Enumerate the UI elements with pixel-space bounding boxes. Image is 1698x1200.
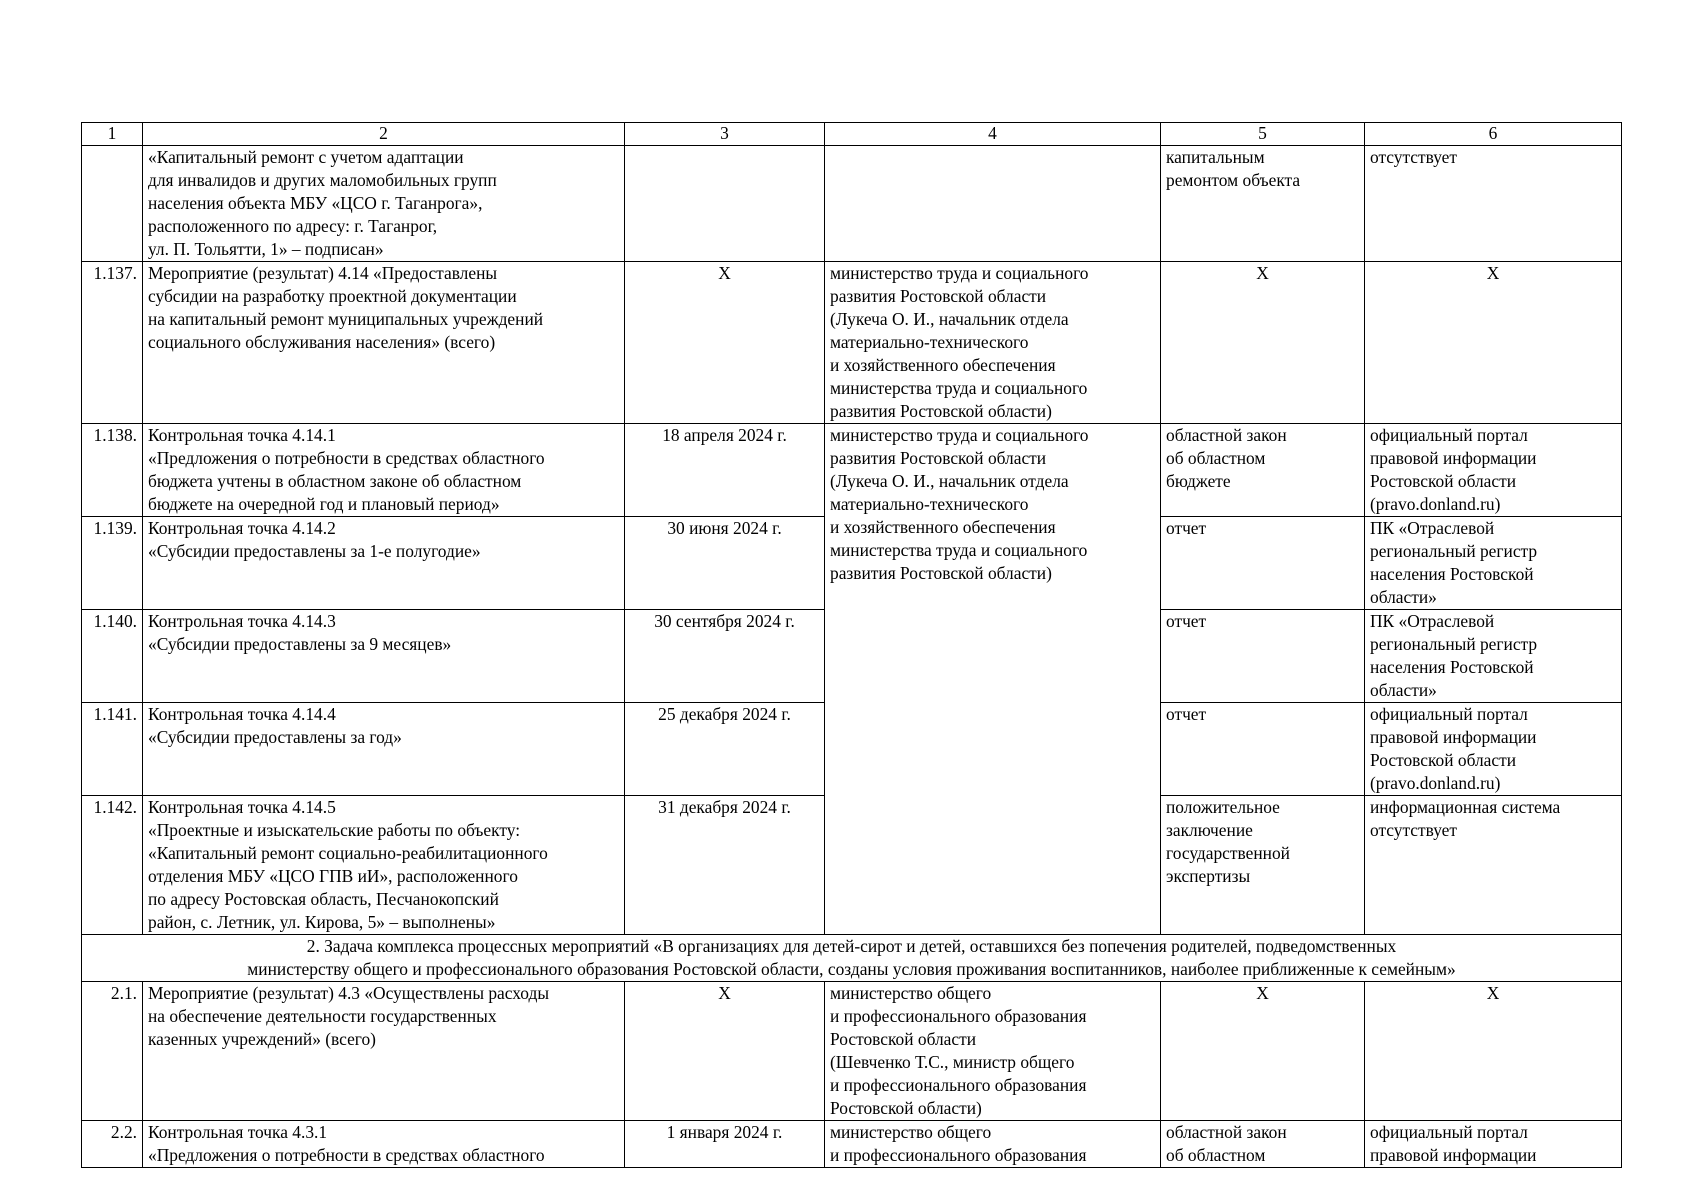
cell-line: материально-технического bbox=[830, 332, 1029, 352]
cell-line: субсидии на разработку проектной документации bbox=[148, 286, 517, 306]
cell-line: (pravo.donland.ru) bbox=[1370, 494, 1501, 514]
cell-line: об областном bbox=[1166, 1145, 1266, 1165]
plan-table bbox=[81, 122, 1622, 1168]
cell-line: Контрольная точка 4.14.3 bbox=[148, 611, 336, 631]
row-number: 1.141. bbox=[82, 703, 143, 796]
cell-line: Ростовской области bbox=[830, 1029, 977, 1049]
cell-line: отделения МБУ «ЦСО ГПВ иИ», расположенного bbox=[148, 866, 518, 886]
document-type bbox=[1161, 982, 1365, 1121]
information-system bbox=[1365, 146, 1622, 262]
cell-line: Ростовской области) bbox=[830, 1098, 982, 1118]
information-system bbox=[1365, 796, 1622, 935]
information-system bbox=[1365, 703, 1622, 796]
cell-line: Контрольная точка 4.14.1 bbox=[148, 425, 336, 445]
cell-line: «Субсидии предоставлены за 9 месяцев» bbox=[148, 634, 452, 654]
item-name bbox=[143, 1121, 625, 1168]
cell-line: отсутствует bbox=[1370, 820, 1457, 840]
cell-line: Контрольная точка 4.14.2 bbox=[148, 518, 336, 538]
cell-line: положительное bbox=[1166, 797, 1280, 817]
information-system bbox=[1365, 424, 1622, 517]
row-number: 1.139. bbox=[82, 517, 143, 610]
document-type bbox=[1161, 424, 1365, 517]
cell-line: Мероприятие (результат) 4.3 «Осуществлены расходы bbox=[148, 983, 550, 1003]
cell-line: бюджете на очередной год и плановый период» bbox=[148, 494, 500, 514]
cell-line: министерству общего и профессионального образования Ростовской области, созданы условия проживания воспитанников, наиболее приближенные к семейным» bbox=[247, 959, 1456, 979]
cell-line: официальный портал bbox=[1370, 704, 1528, 724]
cell-line: отчет bbox=[1166, 704, 1207, 724]
deadline: X bbox=[625, 982, 825, 1121]
cell-line: по адресу Ростовская область, Песчанокопский bbox=[148, 889, 499, 909]
header-cell: 1 bbox=[82, 123, 143, 146]
table-header-row bbox=[82, 123, 1622, 146]
cell-line: «Капитальный ремонт с учетом адаптации bbox=[148, 147, 464, 167]
cell-line: «Проектные и изыскательские работы по объекту: bbox=[148, 820, 521, 840]
cell-line: «Субсидии предоставлены за год» bbox=[148, 727, 402, 747]
cell-line: «Предложения о потребности в средствах областного bbox=[148, 448, 545, 468]
cell-line: правовой информации bbox=[1370, 727, 1537, 747]
row-number: 1.138. bbox=[82, 424, 143, 517]
cell-line: развития Ростовской области bbox=[830, 286, 1047, 306]
cell-line: населения объекта МБУ «ЦСО г. Таганрога», bbox=[148, 193, 483, 213]
deadline: 30 сентября 2024 г. bbox=[625, 610, 825, 703]
header-cell: 6 bbox=[1365, 123, 1622, 146]
row-number: 2.2. bbox=[82, 1121, 143, 1168]
table-row bbox=[82, 262, 1622, 424]
cell-line: X bbox=[1486, 983, 1500, 1003]
header-cell: 3 bbox=[625, 123, 825, 146]
cell-line: (Лукеча О. И., начальник отдела bbox=[830, 309, 1069, 329]
cell-line: региональный регистр bbox=[1370, 634, 1538, 654]
responsible bbox=[825, 982, 1161, 1121]
deadline: 30 июня 2024 г. bbox=[625, 517, 825, 610]
cell-line: Ростовской области bbox=[1370, 471, 1517, 491]
information-system bbox=[1365, 262, 1622, 424]
cell-line: ул. П. Тольятти, 1» – подписан» bbox=[148, 239, 384, 259]
cell-line: и хозяйственного обеспечения bbox=[830, 517, 1056, 537]
responsible bbox=[825, 424, 1161, 935]
document-type bbox=[1161, 1121, 1365, 1168]
cell-line: и хозяйственного обеспечения bbox=[830, 355, 1056, 375]
cell-line: бюджета учтены в областном законе об областном bbox=[148, 471, 522, 491]
cell-line: официальный портал bbox=[1370, 425, 1528, 445]
cell-line: министерства труда и социального bbox=[830, 540, 1088, 560]
table-row bbox=[82, 1121, 1622, 1168]
cell-line: министерство общего bbox=[830, 1122, 992, 1142]
cell-line: населения Ростовской bbox=[1370, 564, 1534, 584]
cell-line: X bbox=[1256, 983, 1269, 1003]
cell-line: казенных учреждений» (всего) bbox=[148, 1029, 376, 1049]
item-name bbox=[143, 610, 625, 703]
cell-line: развития Ростовской области) bbox=[830, 563, 1052, 583]
cell-line: «Субсидии предоставлены за 1-е полугодие» bbox=[148, 541, 481, 561]
cell-line: министерство труда и социального bbox=[830, 263, 1089, 283]
cell-line: капитальным bbox=[1166, 147, 1265, 167]
cell-line: населения Ростовской bbox=[1370, 657, 1534, 677]
deadline: X bbox=[625, 262, 825, 424]
cell-line: и профессионального образования bbox=[830, 1006, 1087, 1026]
information-system bbox=[1365, 1121, 1622, 1168]
item-name bbox=[143, 424, 625, 517]
cell-line: Контрольная точка 4.3.1 bbox=[148, 1122, 328, 1142]
cell-line: Контрольная точка 4.14.4 bbox=[148, 704, 336, 724]
deadline: 18 апреля 2024 г. bbox=[625, 424, 825, 517]
cell-line: областной закон bbox=[1166, 1122, 1287, 1142]
cell-line: министерство общего bbox=[830, 983, 992, 1003]
section-heading bbox=[82, 935, 1622, 982]
cell-line: развития Ростовской области) bbox=[830, 401, 1052, 421]
deadline: 31 декабря 2024 г. bbox=[625, 796, 825, 935]
cell-line: на капитальный ремонт муниципальных учреждений bbox=[148, 309, 544, 329]
deadline bbox=[625, 146, 825, 262]
document-type bbox=[1161, 796, 1365, 935]
row-number: 2.1. bbox=[82, 982, 143, 1121]
cell-line: министерство труда и социального bbox=[830, 425, 1089, 445]
table-row bbox=[82, 146, 1622, 262]
cell-line: региональный регистр bbox=[1370, 541, 1538, 561]
item-name bbox=[143, 262, 625, 424]
cell-line: Мероприятие (результат) 4.14 «Предоставлены bbox=[148, 263, 498, 283]
cell-line: заключение bbox=[1166, 820, 1253, 840]
table-row bbox=[82, 982, 1622, 1121]
cell-line: области» bbox=[1370, 680, 1437, 700]
cell-line: и профессионального образования bbox=[830, 1145, 1087, 1165]
cell-line: правовой информации bbox=[1370, 448, 1537, 468]
cell-line: X bbox=[1256, 263, 1269, 283]
cell-line: ПК «Отраслевой bbox=[1370, 518, 1495, 538]
deadline: 1 января 2024 г. bbox=[625, 1121, 825, 1168]
document-type bbox=[1161, 146, 1365, 262]
row-number: 1.142. bbox=[82, 796, 143, 935]
cell-line: об областном bbox=[1166, 448, 1266, 468]
document-type bbox=[1161, 610, 1365, 703]
cell-line: на обеспечение деятельности государственных bbox=[148, 1006, 497, 1026]
cell-line: расположенного по адресу: г. Таганрог, bbox=[148, 216, 438, 236]
header-cell: 5 bbox=[1161, 123, 1365, 146]
item-name bbox=[143, 146, 625, 262]
row-number: 1.140. bbox=[82, 610, 143, 703]
information-system bbox=[1365, 517, 1622, 610]
cell-line: развития Ростовской области bbox=[830, 448, 1047, 468]
cell-line: X bbox=[1486, 263, 1500, 283]
information-system bbox=[1365, 982, 1622, 1121]
item-name bbox=[143, 517, 625, 610]
information-system bbox=[1365, 610, 1622, 703]
document-type bbox=[1161, 262, 1365, 424]
cell-line: бюджете bbox=[1166, 471, 1231, 491]
document-type bbox=[1161, 703, 1365, 796]
responsible bbox=[825, 146, 1161, 262]
cell-line: области» bbox=[1370, 587, 1437, 607]
cell-line: 2. Задача комплекса процессных мероприятий «В организациях для детей-сирот и детей, оставшихся без попечения родителей, подведомственных bbox=[306, 936, 1397, 956]
cell-line: (pravo.donland.ru) bbox=[1370, 773, 1501, 793]
cell-line: ремонтом объекта bbox=[1166, 170, 1301, 190]
cell-line: район, с. Летник, ул. Кирова, 5» – выполнены» bbox=[148, 912, 496, 932]
header-cell: 2 bbox=[143, 123, 625, 146]
cell-line: отчет bbox=[1166, 611, 1207, 631]
row-number bbox=[82, 146, 143, 262]
document-type bbox=[1161, 517, 1365, 610]
table-row bbox=[82, 424, 1622, 517]
responsible bbox=[825, 262, 1161, 424]
cell-line: Ростовской области bbox=[1370, 750, 1517, 770]
cell-line: государственной bbox=[1166, 843, 1290, 863]
cell-line: отчет bbox=[1166, 518, 1207, 538]
responsible bbox=[825, 1121, 1161, 1168]
cell-line: и профессионального образования bbox=[830, 1075, 1087, 1095]
cell-line: министерства труда и социального bbox=[830, 378, 1088, 398]
item-name bbox=[143, 982, 625, 1121]
cell-line: (Шевченко Т.С., министр общего bbox=[830, 1052, 1075, 1072]
cell-line: (Лукеча О. И., начальник отдела bbox=[830, 471, 1069, 491]
section-heading-row bbox=[82, 935, 1622, 982]
cell-line: социального обслуживания населения» (всего) bbox=[148, 332, 496, 352]
cell-line: «Капитальный ремонт социально-реабилитационного bbox=[148, 843, 548, 863]
cell-line: материально-технического bbox=[830, 494, 1029, 514]
row-number: 1.137. bbox=[82, 262, 143, 424]
header-cell: 4 bbox=[825, 123, 1161, 146]
cell-line: экспертизы bbox=[1166, 866, 1251, 886]
cell-line: «Предложения о потребности в средствах областного bbox=[148, 1145, 545, 1165]
cell-line: ПК «Отраслевой bbox=[1370, 611, 1495, 631]
item-name bbox=[143, 703, 625, 796]
cell-line: официальный портал bbox=[1370, 1122, 1528, 1142]
cell-line: правовой информации bbox=[1370, 1145, 1537, 1165]
deadline: 25 декабря 2024 г. bbox=[625, 703, 825, 796]
cell-line: для инвалидов и других маломобильных групп bbox=[148, 170, 497, 190]
cell-line: Контрольная точка 4.14.5 bbox=[148, 797, 336, 817]
cell-line: отсутствует bbox=[1370, 147, 1457, 167]
cell-line: областной закон bbox=[1166, 425, 1287, 445]
cell-line: информационная система bbox=[1370, 797, 1561, 817]
item-name bbox=[143, 796, 625, 935]
